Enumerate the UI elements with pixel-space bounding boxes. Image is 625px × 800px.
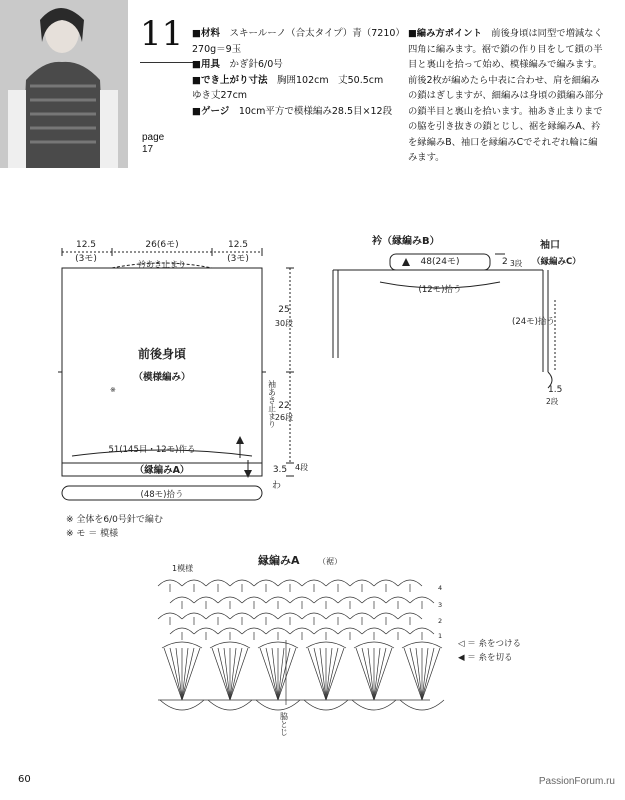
spec-tools: ■用具 かぎ針6/0号 [192,59,283,70]
panel-subtitle: （模様編み） [133,372,191,383]
sleeve-stop-label: 袖あき止まり [267,380,277,428]
pattern-number: 11 [140,14,184,54]
collar-pickup: (12モ)拾う [418,285,462,295]
height-upper: 25 [278,305,290,315]
chart-symbol [230,648,242,700]
edging-height: 3.5 [272,465,288,475]
top-center-width: 26(6モ) [145,240,179,250]
chart-symbol [304,700,348,710]
height-upper-rows: 30段 [274,319,294,328]
chart-title-suffix: （裾） [318,557,342,566]
panel-title: 前後身頃 [137,347,187,361]
row-number-3: 3 [438,601,443,609]
collar-rows: 3段 [510,259,523,268]
chart-symbol [314,648,326,700]
chart-symbol [326,648,338,700]
top-right-count: (3モ) [227,254,249,264]
cuff-title: 袖口 [540,240,560,251]
chart-symbol [278,648,290,700]
note-hook: ※ 全体を6/0号針で編む [66,515,163,525]
chart-symbol [162,642,202,648]
row-number-2: 2 [438,617,443,625]
chart-symbol [402,642,442,648]
page-label: page [142,132,165,143]
page-ref-number: 17 [142,144,154,155]
page-number: 60 [18,774,31,785]
edging-a-label: （縁編みA） [134,465,190,476]
cuff-pickup: (24モ)拾う [512,317,555,327]
collar-title: 衿（縁編みB） [372,236,440,247]
body-panel-outline [62,268,262,463]
chart-symbol [362,648,374,700]
chart-symbol [422,648,434,700]
legend-cut: ◀ ＝ 糸を切る [458,653,513,663]
chart-title: 縁編みA [258,554,300,567]
top-right-width: 12.5 [227,240,249,250]
cuff-height: 1.5 [548,385,563,395]
chart-symbol [374,648,386,700]
chart-symbol [354,642,394,648]
loop-mark: わ [272,481,282,491]
neck-stop-label: 衿あき止まり [138,260,186,269]
spec-gauge: ■ゲージ 10cm平方で模様編み28.5目×12段 [192,105,393,117]
chart-symbol [258,642,298,648]
spec-material: ■材料 スキールーノ（合太タイプ）青（7210）270g＝9玉 [192,28,401,55]
chart-symbol [210,642,250,648]
cuff-rows: 2段 [546,397,559,406]
svg-text:※: ※ [110,386,116,394]
chart-symbol [256,700,300,710]
chart-symbol [400,700,444,710]
chart-symbol [352,700,396,710]
chart-symbol [218,648,230,700]
watermark: PassionForum.ru [538,776,615,787]
row-number-1: 1 [438,632,443,640]
crochet-chart-symbols [158,580,444,710]
pickup-label: (48モ)拾う [140,490,184,500]
side-seam-label: 脇とじ [279,712,289,736]
chart-symbol [410,648,422,700]
chart-symbol [160,700,204,710]
cuff-subtitle: （縁編みC） [532,257,581,267]
spec-size: ■でき上がり寸法 胸囲102cm 丈50.5cm ゆき丈27cm [192,74,393,101]
height-lower-rows: 26段 [274,413,294,422]
chart-symbol [306,642,346,648]
legend-attach: ◁ ＝ 糸をつける [458,639,521,649]
note-motif: ※ モ ＝ 模様 [66,529,119,539]
chart-symbol [208,700,252,710]
chain-label: 51(145目・12モ)作る [108,445,196,455]
chart-repeat-label: 1模様 [172,564,194,573]
collar-height: 2 [502,257,508,267]
row-number-4: 4 [438,584,443,592]
height-lower: 22 [278,401,290,411]
collar-count: 48(24モ) [420,257,460,267]
top-left-width: 12.5 [75,240,97,250]
chart-symbol [266,648,278,700]
chart-symbol [170,648,182,700]
method-text: 前後身頃は同型で増減なく四角に編みます。裾で鎖の作り目をして鎖の半目と裏山を拾って始め、模様編みで編みます。前後2枚が編めたら中表に合わせ、肩を細編みの鎖はぎしますが、細編みは身頃の鎖編み部分の鎖半目と裏山を拾います。袖あき止まりまでの脇を引き抜きの鎖とじし、裾を縁編みA、衿を縁編みB、袖口を縁編みCでそれぞれ輪に編みます。 [408,28,604,163]
chart-symbol [182,648,194,700]
method-label: ■編み方ポイント [408,28,482,39]
top-left-count: (3モ) [75,254,97,264]
edging-rows: 4段 [295,463,309,472]
